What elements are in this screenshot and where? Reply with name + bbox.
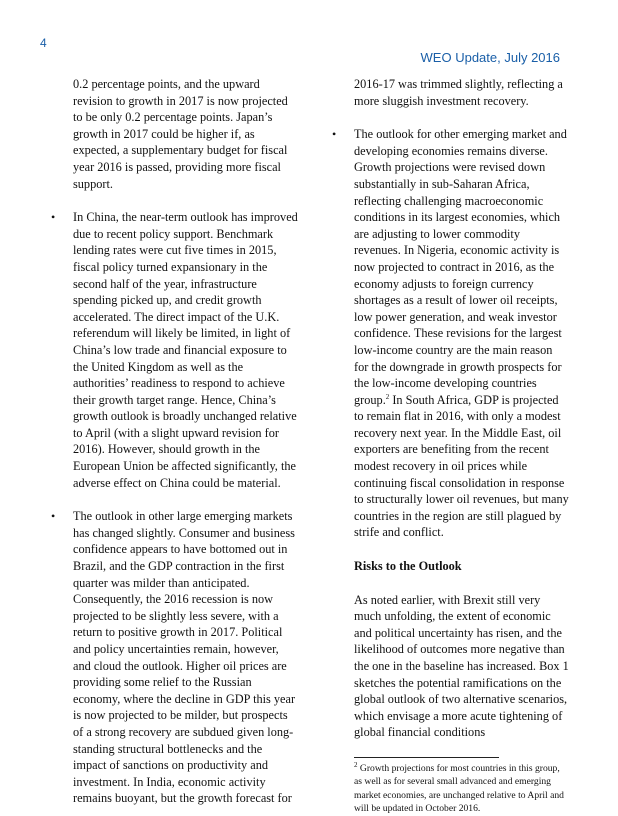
bullet-other-em-text — [354, 126, 569, 541]
bullet-other-em-text-part1: The outlook for other emerging market and developing economies remains diverse. Growth projections were revised down substantially in sub-Saharan Africa, reflecting challenging macroeconomic conditions in its largest economies, which are adjusting to lower commodity revenues. In Nigeria, economic activity is now projected to contract in 2016, as the economy adjusts to foreign currency shortages as a result of lower oil receipts, low power generation, and weak investor confidence. These revisions for the largest low-income country are the main reason for the downgrade in growth prospects for the low-income developing countries group. — [354, 127, 567, 407]
bullet-icon: • — [51, 210, 56, 225]
paragraph-india-continued: 2016-17 was trimmed slightly, reflecting a more sluggish investment recovery. — [354, 77, 563, 108]
bullet-large-emerging-markets — [51, 508, 298, 807]
bullet-other-em-text-part2: In South Africa, GDP is projected to remain flat in 2016, with only a modest recovery next year. In the Middle East, oil exporters are benefiting from the recent modest recovery in oil prices while continuing fiscal consolidation in response to structurally lower oil revenues, but many countries in the region are still plagued by strife and conflict. — [354, 392, 569, 540]
footnote-text: Growth projections for most countries in this group, as well as for several small advanced and emerging market economies, are unchanged relative to April and will be updated in October 2016. — [354, 762, 564, 815]
page-number: 4 — [40, 36, 47, 50]
running-head: WEO Update, July 2016 — [420, 50, 560, 65]
footnote — [354, 762, 569, 816]
footnote-divider — [354, 757, 499, 758]
paragraph-risks: As noted earlier, with Brexit still very much unfolding, the extent of economic and political uncertainty has risen, and the likelihood of outcomes more negative than the one in the baseline has increased. Box 1 sketches the potential ramifications on the global outlook of two alternative scenarios, which envisage a more acute tightening of global financial conditions — [354, 592, 569, 740]
paragraph-japan: 0.2 percentage points, and the upward revision to growth in 2017 is now projected to be only 0.2 percentage points. Japan’s growth in 2017 could be higher if, as expected, a supplementary budget for fiscal year 2016 is passed, providing more fiscal support. — [73, 77, 288, 191]
bullet-other-emerging-markets — [332, 126, 569, 541]
section-heading-risks: Risks to the Outlook — [354, 559, 462, 574]
bullet-icon: • — [332, 127, 337, 142]
bullet-large-em-text: The outlook in other large emerging markets has changed slightly. Consumer and business confidence appears to have bottomed out in Brazil, and the GDP contraction in the first quarter was milder than anticipated. Consequently, the 2016 recession is now projected to be slightly less severe, with a return to positive growth in 2017. Political and policy uncertainties remain, however, and cloud the outlook. Higher oil prices are providing some relief to the Russian economy, where the decline in GDP this year is now projected to be milder, but prospects of a strong recovery are subdued given long-standing structural bottlenecks and the impact of sanctions on productivity and investment. In India, economic activity remains buoyant, but the growth forecast for — [73, 509, 296, 806]
footnote-number: 2 — [354, 760, 358, 769]
bullet-china — [51, 209, 298, 491]
right-column — [332, 76, 569, 816]
bullet-china-text: In China, the near-term outlook has improved due to recent policy support. Benchmark lending rates were cut five times in 2015, fiscal policy turned expansionary in the second half of the year, infrastructure spending picked up, and credit growth accelerated. The direct impact of the U.K. referendum will likely be limited, in light of China’s low trade and financial exposure to the United Kingdom as well as the authorities’ readiness to respond to achieve their growth target range. Hence, China’s growth outlook is broadly unchanged relative to April (with a slight upward revision for 2016). However, should growth in the European Union be affected significantly, the adverse effect on China could be material. — [73, 210, 298, 490]
left-column — [51, 76, 298, 807]
bullet-icon: • — [51, 509, 56, 524]
footnote-reference: 2 — [385, 392, 390, 401]
